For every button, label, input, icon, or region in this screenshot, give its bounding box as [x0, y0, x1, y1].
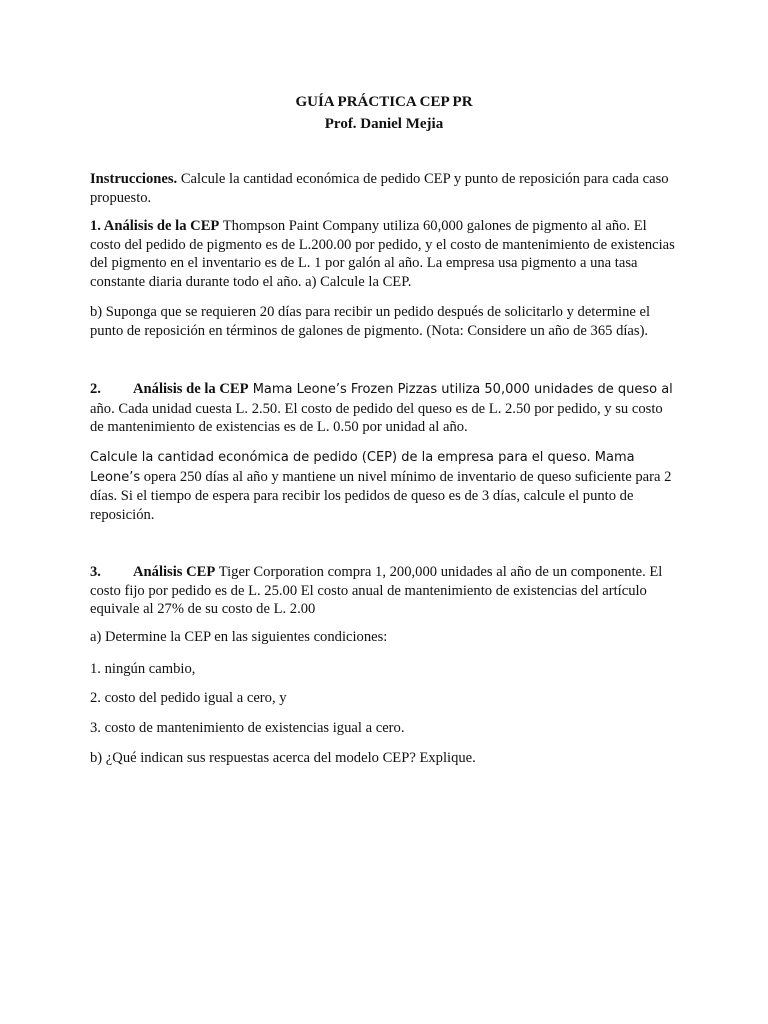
- problem3-part-b: b) ¿Qué indican sus respuestas acerca del modelo CEP? Explique.: [90, 750, 476, 766]
- problem2-paragraph-2: [90, 448, 680, 524]
- problem3-text: Tiger Corporation compra 1, 200,000 unidades al año de un componente. El costo fijo por pedido es de L. 25.00 El costo anual de mantenimiento de existencias del artículo equivale al 27% de su costo de L. 2.00: [90, 564, 663, 618]
- document-title: GUÍA PRÁCTICA CEP PR: [295, 94, 473, 110]
- problem1-part-b: b) Suponga que se requieren 20 días para recibir un pedido después de solicitarlo y determine el punto de reposición en términos de galones de pigmento. (Nota: Considere un año de 365 días).: [90, 304, 651, 339]
- problem3-part-a: a) Determine la CEP en las siguientes condiciones:: [90, 629, 388, 645]
- document-author: Prof. Daniel Mejia: [324, 116, 444, 132]
- problem3-item-3: 3. costo de mantenimiento de existencias igual a cero.: [90, 720, 405, 736]
- problem3-paragraph: [90, 563, 680, 619]
- problem2-heading: Análisis de la CEP: [133, 381, 249, 397]
- problem2-paragraph: [90, 380, 680, 437]
- problem3-item-2: 2. costo del pedido igual a cero, y: [90, 690, 287, 706]
- problem2-para2-sans: Calcule la cantidad económica de pedido (CEP) de la empresa para el queso. Mama Leone’s: [90, 450, 635, 485]
- problem1-heading: 1. Análisis de la CEP: [90, 218, 220, 234]
- instructions-text: Calcule la cantidad económica de pedido CEP y punto de reposición para cada caso propuesto.: [90, 171, 669, 206]
- problem2-text: año. Cada unidad cuesta L. 2.50. El costo de pedido del queso es de L. 2.50 por pedido, y su costo de mantenimiento de existencias es de L. 0.50 por unidad al año.: [90, 400, 663, 436]
- problem2-text-sans: Mama Leone’s Frozen Pizzas utiliza 50,000 unidades de queso al: [248, 382, 673, 397]
- problem1-paragraph: [90, 217, 680, 291]
- instructions-label: Instrucciones.: [90, 171, 178, 187]
- problem3-item-1: 1. ningún cambio,: [90, 661, 196, 677]
- problem2-para2-text: opera 250 días al año y mantiene un nivel mínimo de inventario de queso suficiente para 2 días. Si el tiempo de espera para recibir los pedidos de queso es de 3 días, calcule el punto de reposición.: [90, 468, 672, 523]
- problem3-number: 3.: [90, 564, 101, 580]
- instructions-paragraph: [90, 170, 680, 207]
- problem2-number: 2.: [90, 381, 101, 397]
- problem1-text: Thompson Paint Company utiliza 60,000 galones de pigmento al año. El costo del pedido de pigmento es de L.200.00 por pedido, y el costo de mantenimiento de existencias del pigmento en el inventario es de L. 1 por galón al año. La empresa usa pigmento a una tasa constante diaria durante todo el año. a) Calcule la CEP.: [90, 218, 675, 290]
- problem3-heading: Análisis CEP: [133, 564, 216, 580]
